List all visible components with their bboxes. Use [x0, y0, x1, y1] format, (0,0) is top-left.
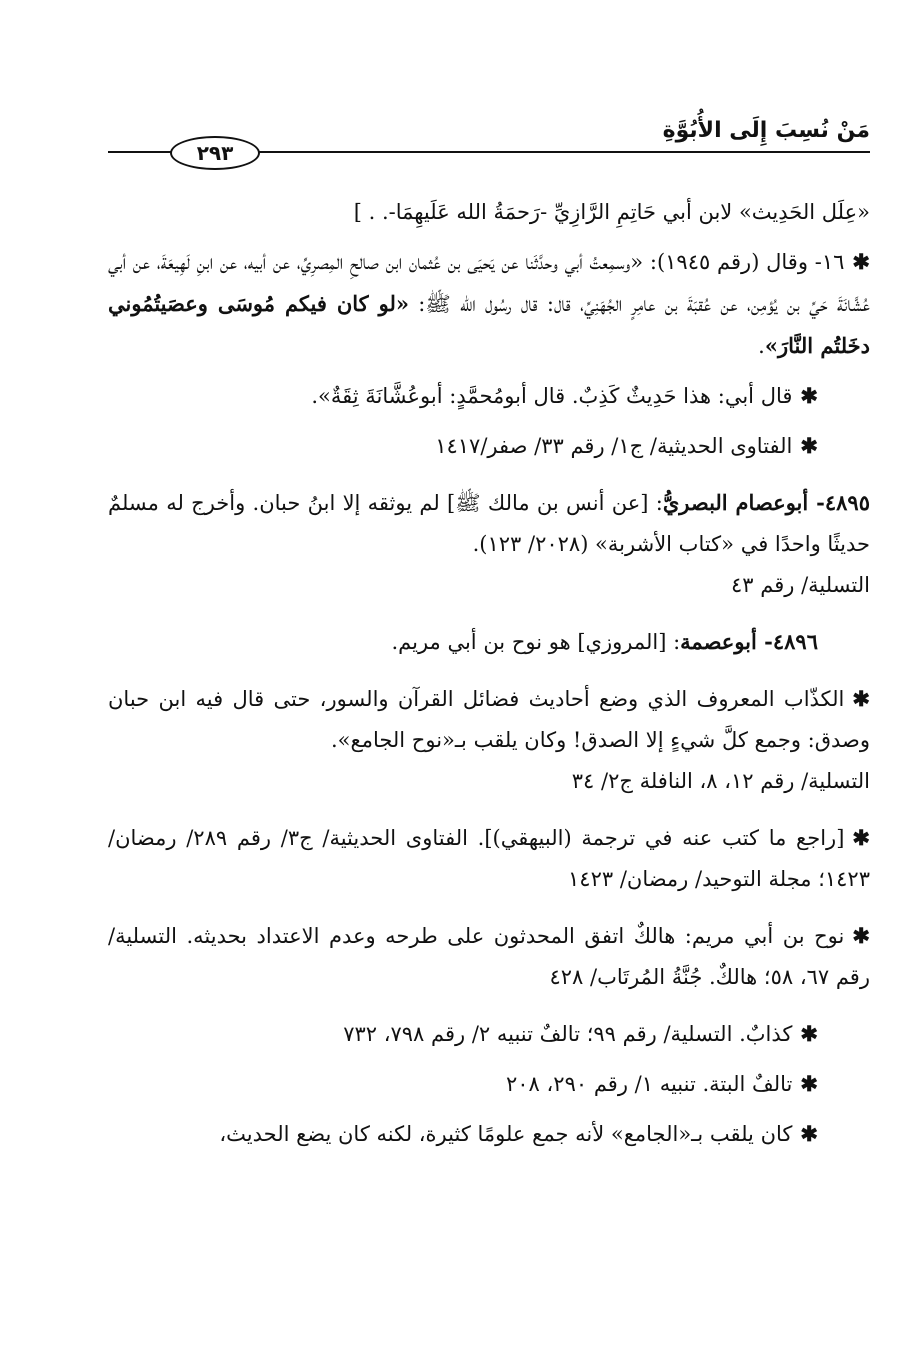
hadith-end: .: [758, 334, 765, 358]
entry-name: أبوعصمة: [680, 629, 757, 654]
paragraph-kadhdhab: [108, 1013, 870, 1055]
paragraph-raji: [108, 817, 870, 900]
jami-text: كان يلقب بـ«الجامع» لأنه جمع علومًا كثيرة، لكنه كان يضع الحديث،: [219, 1122, 793, 1146]
paragraph-hadith-16: [108, 241, 870, 367]
entry-number: ٤٨٩٦-: [756, 629, 818, 654]
fatawa-ref-text: الفتاوى الحديثية/ ج١/ رقم ٣٣/ صفر/١٤١٧: [435, 434, 793, 458]
verdict-text: قال أبي: هذا حَدِيثٌ كَذِبٌ. قال أبومُحمَّدٍ: أبوعُشَّانَةَ ثِقَةٌ».: [311, 384, 793, 408]
talif-text: تالفٌ البتة. تنبيه ١/ رقم ٢٩٠، ٢٠٨: [506, 1072, 793, 1096]
paragraph-fatawa-ref: [108, 425, 870, 467]
citation-text: «عِلَل الحَدِيث» لابن أبي حَاتِمِ الرَّازِيِّ -رَحمَةُ الله عَلَيهِمَا-. . ]: [353, 200, 870, 224]
header-title: مَنْ نُسِبَ إِلَى الأُبُوَّةِ: [662, 118, 870, 143]
star-icon: ✱: [800, 1121, 818, 1146]
entry-4895: [108, 482, 870, 606]
paragraph-citation: [108, 192, 870, 233]
paragraph-jami: [108, 1113, 870, 1155]
star-icon: ✱: [852, 825, 870, 850]
star-icon: ✱: [852, 249, 870, 274]
entry-reference: التسلية/ رقم ٤٣: [731, 573, 870, 597]
entry-number: ٤٨٩٥-: [808, 490, 870, 515]
page-number: ٢٩٣: [170, 136, 260, 170]
kadhdhab-text: كذابٌ. التسلية/ رقم ٩٩؛ تالفٌ تنبيه ٢/ رقم ٧٩٨، ٧٣٢: [343, 1022, 793, 1046]
entry-text: : [عن أنس بن مالك ﷺ] لم يوثقه إلا ابنُ حبان. وأخرج له مسلمٌ حديثًا واحدًا في «كتاب الأشربة» (٢٠٢٨/ ١٢٣).: [108, 491, 870, 556]
paragraph-talif: [108, 1063, 870, 1105]
star-icon: ✱: [800, 383, 818, 408]
paragraph-kadhab: [108, 678, 870, 802]
nuh-text: نوح بن أبي مريم: هالكٌ اتفق المحدثون على طرحه وعدم الاعتداد بحديثه. التسلية/ رقم ٦٧، ٥٨؛ هالكٌ. جُنَّةُ المُرتَاب/ ٤٢٨: [108, 924, 870, 989]
hadith-matn: «لو كان فيكم مُوسَى وعصَيتُمُوني دخَلتُم النَّارَ»: [108, 291, 870, 358]
raji-text: [راجع ما كتب عنه في ترجمة (البيهقي)]. الفتاوى الحديثية/ ج٣/ رقم ٢٨٩/ رمضان/ ١٤٢٣؛ مجلة التوحيد/ رمضان/ ١٤٢٣: [108, 826, 870, 891]
paragraph-verdict: [108, 375, 870, 417]
star-icon: ✱: [852, 686, 870, 711]
entry-text: : [المروزي] هو نوح بن أبي مريم.: [391, 630, 681, 654]
star-icon: ✱: [800, 1021, 818, 1046]
kadhab-reference: التسلية/ رقم ١٢، ٨، النافلة ج٢/ ٣٤: [571, 769, 870, 793]
running-header: [108, 118, 870, 165]
page-body: [108, 192, 870, 1170]
entry-name: أبوعصام البصريُّ: [662, 490, 809, 515]
kadhab-text: الكذّاب المعروف الذي وضع أحاديث فضائل القرآن والسور، حتى قال فيه ابن حبان وصدق: وجمع كلَّ شيءٍ إلا الصدق! وكان يلقب بـ«نوح الجامع».: [108, 687, 870, 752]
star-icon: ✱: [800, 433, 818, 458]
star-icon: ✱: [852, 923, 870, 948]
hadith-intro: ١٦- وقال (رقم ١٩٤٥): «وسمِعتُ أبي وحدَّثَنا عن يَحيَى بن عُثمان ابن صالحِ المِصرِيِّ، عن أبيه، عن ابنِ لَهِيعَةَ، عن أبي عُشَّانَةَ حَيِّ بن يُؤمِن، عن عُقبَةَ بن عامِرٍ الجُهَنِيِّ، قال: قال رسُول الله ﷺ:: [108, 250, 870, 316]
entry-4896: [108, 621, 870, 663]
paragraph-nuh: [108, 915, 870, 998]
star-icon: ✱: [800, 1071, 818, 1096]
